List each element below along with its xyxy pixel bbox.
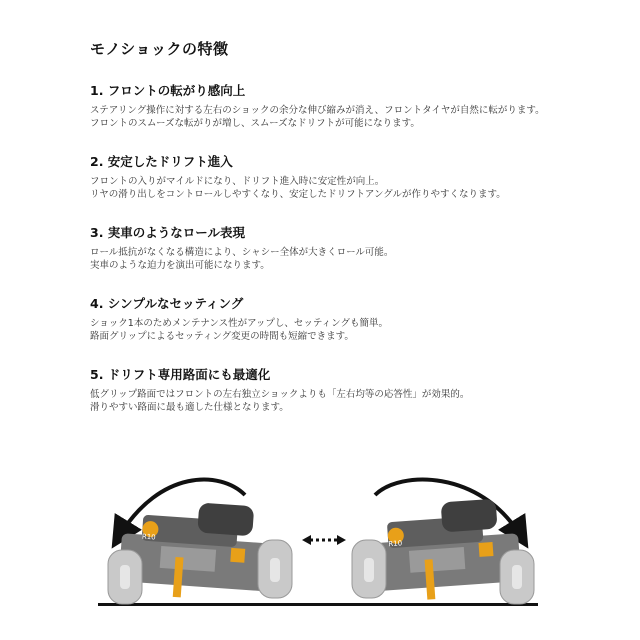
section-drift-entry xyxy=(90,152,620,201)
chassis-roll-illustration xyxy=(80,440,560,620)
section-line: ステアリング操作に対する左右のショックの余分な伸び縮みが消え、フロントタイヤが自然に転がります。 xyxy=(90,105,545,116)
section-line: ショック1本のためメンテナンス性がアップし、セッティングも簡単。 xyxy=(90,318,388,329)
section-heading: 4. シンプルなセッティング xyxy=(90,296,244,311)
section-line: 低グリップ路面ではフロントの左右独立ショックよりも「左右均等の応答性」が効果的。 xyxy=(90,389,470,400)
section-heading: 1. フロントの転がり感向上 xyxy=(90,83,246,98)
section-line: 実車のような迫力を演出可能になります。 xyxy=(90,260,270,271)
chassis-right xyxy=(366,497,522,603)
section-line: ロール抵抗がなくなる構造により、シャシー全体が大きくロール可能。 xyxy=(90,247,394,258)
wheel-right-1 xyxy=(352,540,386,598)
section-line: フロントの入りがマイルドになり、ドリフト進入時に安定性が向上。 xyxy=(90,176,385,187)
section-heading: 2. 安定したドリフト進入 xyxy=(90,154,233,169)
wheel-left-2 xyxy=(258,540,292,598)
section-drift-surface xyxy=(90,365,620,414)
section-line: リヤの滑り出しをコントロールしやすくなり、安定したドリフトアングルが作りやすくなります。 xyxy=(90,189,506,200)
page-title: モノショックの特徴 xyxy=(90,40,229,58)
section-heading: 5. ドリフト専用路面にも最適化 xyxy=(90,367,271,382)
chassis-label: R10 xyxy=(388,539,403,549)
document xyxy=(90,38,620,414)
section-line: 路面グリップによるセッティング変更の時間も短縮できます。 xyxy=(90,331,354,342)
ground-line xyxy=(98,603,538,606)
chassis-roll-svg xyxy=(80,440,560,620)
wheel-right-2 xyxy=(500,550,534,604)
section-front-rolling xyxy=(90,81,620,130)
chassis-label: R10 xyxy=(141,532,156,542)
wheel-left-1 xyxy=(108,550,142,604)
section-roll xyxy=(90,223,620,272)
section-heading: 3. 実車のようなロール表現 xyxy=(90,225,246,240)
section-line: 滑りやすい路面に最も適した仕様となります。 xyxy=(90,402,289,413)
section-setting xyxy=(90,294,620,343)
section-line: フロントのスムーズな転がりが増し、スムーズなドリフトが可能になります。 xyxy=(90,118,420,129)
double-dotted-arrow-icon xyxy=(302,535,346,545)
